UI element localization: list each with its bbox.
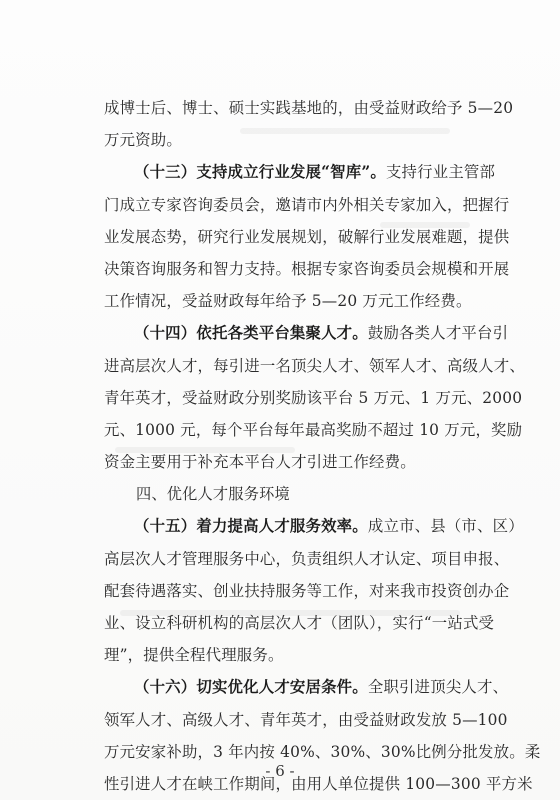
clause-title: （十四）依托各类平台集聚人才。 [134,324,368,343]
text-line [104,414,523,446]
text-line [104,253,510,285]
text-line [104,704,508,736]
text-run: 工作情况，受益财政每年给予 5—20 万元工作经费。 [104,292,472,311]
text-run: 成立市、县（市、区） [367,517,524,536]
text-run: 配套待遇落实、创业扶持服务等工作，对来我市投资创办企 [104,581,510,600]
text-line [104,639,472,671]
text-line [104,382,523,414]
text-run: 四、优化人才服务环境 [136,485,290,504]
text-run: 门成立专家咨询委员会，邀请市内外相关专家加入，把握行 [104,195,510,214]
text-line [104,607,495,639]
text-run: 成博士后、博士、硕士实践基地的，由受益财政给予 5—20 [104,99,514,117]
text-run: 元、1000 元，每个平台每年最高奖励不超过 10 万元，奖励 [104,420,523,439]
text-line [104,350,525,382]
clause-title: （十五）着力提高人才服务效率。 [134,517,368,536]
text-line [104,285,472,317]
clause-title: （十三）支持成立行业发展“智库”。 [134,163,386,182]
text-line [104,92,514,124]
text-run: 决策咨询服务和智力支持。根据专家咨询委员会规模和开展 [104,259,510,278]
text-run: 业、设立科研机构的高层次人才（团队），实行“一站式受 [104,614,495,632]
text-line [104,446,472,478]
section-heading [104,478,472,510]
text-run: 鼓励各类人才平台引 [367,324,509,343]
text-line [104,510,524,542]
text-run: 领军人才、高级人才、青年英才，由受益财政发放 5—100 [104,710,508,729]
text-run: 资金主要用于补充本平台人才引进工作经费。 [104,453,416,472]
text-line [104,124,472,156]
text-run: 万元资助。 [104,131,182,150]
text-run: 万元安家补助，3 年内按 40%、30%、30%比例分批发放。柔 [104,742,541,761]
text-line [104,575,510,607]
text-run: 全职引进顶尖人才、 [367,678,509,697]
text-run: 进高层次人才，每引进一名顶尖人才、领军人才、高级人才、 [104,356,525,375]
text-line [104,317,509,349]
text-run: 支持行业主管部 [385,163,496,182]
text-line [104,543,510,575]
text-run: 青年英才，受益财政分别奖励该平台 5 万元、1 万元、2000 [104,388,523,407]
text-line [104,671,509,703]
text-run: 理”，提供全程代理服务。 [104,646,284,665]
text-run: 性引进人才在峡工作期间，由用人单位提供 100—300 平方米 [104,774,533,793]
text-line [104,221,510,253]
text-run: 业发展态势，研究行业发展规划，破解行业发展难题，提供 [104,227,510,246]
text-line [104,189,510,221]
text-run: 高层次人才管理服务中心，负责组织人才认定、项目申报、 [104,549,510,568]
text-line [104,156,496,188]
clause-title: （十六）切实优化人才安居条件。 [134,678,368,697]
document-body [104,92,541,800]
page-number: - 6 - [265,762,295,780]
